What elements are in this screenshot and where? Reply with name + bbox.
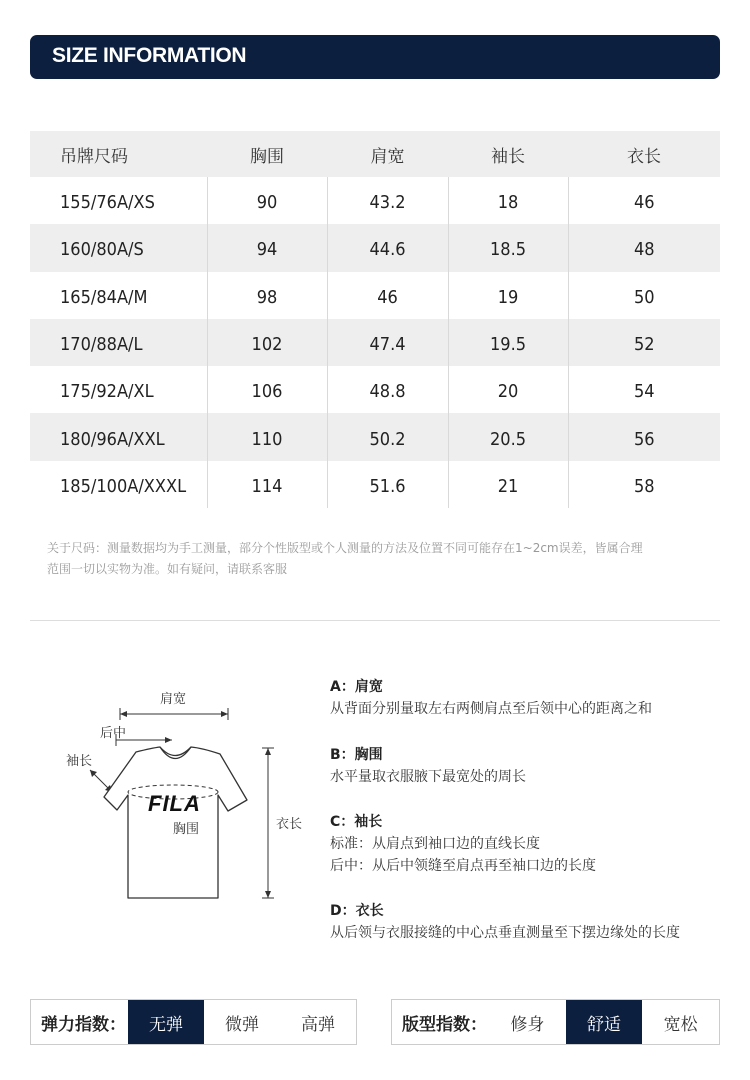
cell-sleeve: 19.5 — [448, 319, 568, 366]
header-tag-size: 吊牌尺码 — [30, 131, 207, 177]
definition-length — [330, 900, 730, 944]
cell-size: 155/76A/XS — [30, 177, 207, 224]
cell-shoulder: 43.2 — [327, 177, 448, 224]
cell-length: 50 — [633, 286, 655, 308]
table-row — [30, 319, 720, 366]
cell-chest: 114 — [207, 461, 327, 508]
table-row — [30, 224, 720, 271]
elasticity-index — [30, 999, 357, 1045]
definition-chest — [330, 744, 730, 811]
fila-logo: FILA — [148, 791, 201, 816]
header-length: 衣长 — [568, 131, 720, 177]
cell-sleeve: 18 — [448, 177, 568, 224]
elasticity-option-slight[interactable]: 微弹 — [225, 1014, 259, 1035]
fit-option-comfort[interactable]: 舒适 — [566, 1000, 643, 1044]
definition-title: C：袖长 — [330, 814, 383, 830]
cell-sleeve: 19 — [448, 272, 568, 319]
header-chest: 胸围 — [207, 131, 327, 177]
label-back-center: 后中 — [100, 726, 127, 741]
cell-length: 52 — [568, 319, 720, 366]
size-note-line: 范围一切以实物为准。如有疑问，请联系客服 — [47, 562, 288, 576]
size-table — [30, 131, 720, 508]
cell-size: 185/100A/XXXL — [30, 461, 207, 508]
label-chest: 胸围 — [173, 822, 200, 837]
fit-option-slim[interactable]: 修身 — [510, 1014, 545, 1035]
definition-text: 从后领与衣服接缝的中心点垂直测量至下摆边缘处的长度 — [330, 925, 680, 941]
elasticity-option-high[interactable]: 高弹 — [301, 1014, 335, 1035]
cell-size: 180/96A/XXL — [30, 413, 207, 460]
cell-sleeve: 20 — [448, 366, 568, 413]
section-title: SIZE INFORMATION — [52, 44, 247, 67]
definition-title: A：肩宽 — [330, 679, 383, 695]
table-row — [30, 413, 720, 460]
definition-text: 后中：从后中领缝至肩点再至袖口边的长度 — [330, 858, 596, 874]
elasticity-label: 弹力指数： — [41, 1014, 126, 1035]
cell-shoulder: 51.6 — [327, 461, 448, 508]
definition-text: 水平量取衣服腋下最宽处的周长 — [330, 769, 526, 785]
cell-shoulder: 48.8 — [327, 366, 448, 413]
table-row — [30, 366, 720, 413]
cell-size: 170/88A/L — [30, 319, 207, 366]
cell-chest: 90 — [207, 177, 327, 224]
label-length: 衣长 — [276, 817, 303, 832]
definition-shoulder — [330, 676, 730, 744]
cell-sleeve: 18.5 — [448, 224, 568, 271]
divider — [30, 620, 720, 621]
cell-length: 54 — [633, 381, 655, 403]
header-shoulder: 肩宽 — [327, 131, 448, 177]
cell-sleeve: 20.5 — [448, 413, 568, 460]
elasticity-option-none[interactable]: 无弹 — [128, 1000, 204, 1044]
cell-shoulder: 44.6 — [327, 224, 448, 271]
cell-shoulder: 47.4 — [327, 319, 448, 366]
definitions — [330, 676, 730, 944]
cell-sleeve: 21 — [448, 461, 568, 508]
fit-option-loose[interactable]: 宽松 — [663, 1014, 698, 1035]
table-row — [30, 177, 720, 224]
cell-chest: 98 — [207, 272, 327, 319]
table-row — [30, 272, 720, 319]
cell-chest: 110 — [207, 413, 327, 460]
cell-chest: 106 — [207, 366, 327, 413]
cell-length: 48 — [568, 224, 720, 271]
size-note-line: 关于尺码：测量数据均为手工测量，部分个性版型或个人测量的方法及位置不同可能存在1~2cm误差，皆属合理 — [47, 541, 643, 555]
cell-size: 160/80A/S — [30, 224, 207, 271]
definition-title: B：胸围 — [330, 747, 383, 763]
cell-length: 56 — [568, 413, 720, 460]
definition-text: 从背面分别量取左右两侧肩点至后领中心的距离之和 — [330, 701, 652, 717]
table-row — [30, 461, 720, 508]
cell-shoulder: 50.2 — [327, 413, 448, 460]
cell-size: 175/92A/XL — [30, 366, 207, 413]
fit-index — [391, 999, 720, 1045]
label-shoulder: 肩宽 — [160, 692, 187, 707]
header-sleeve: 袖长 — [448, 131, 568, 177]
cell-chest: 102 — [207, 319, 327, 366]
definition-title: D：衣长 — [330, 903, 384, 919]
cell-length: 46 — [633, 192, 655, 214]
cell-chest: 94 — [207, 224, 327, 271]
cell-length: 58 — [633, 475, 655, 497]
fit-label: 版型指数： — [402, 1014, 487, 1035]
table-header-row — [30, 131, 720, 177]
cell-shoulder: 46 — [327, 272, 448, 319]
measurement-diagram — [60, 680, 320, 910]
label-sleeve: 袖长 — [66, 754, 93, 769]
cell-size: 165/84A/M — [30, 272, 207, 319]
section-header — [30, 35, 720, 79]
definition-sleeve — [330, 811, 730, 900]
size-note — [47, 538, 727, 580]
definition-text: 标准：从肩点到袖口边的直线长度 — [330, 836, 540, 852]
